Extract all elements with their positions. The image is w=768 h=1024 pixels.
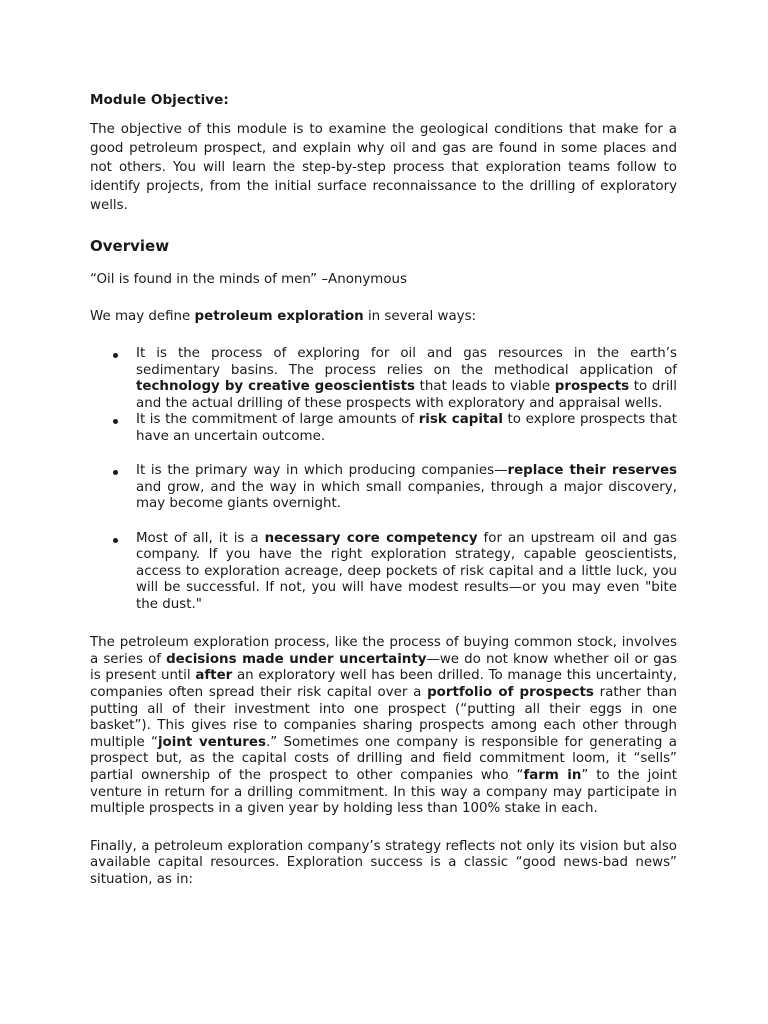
define-paragraph <box>90 308 677 327</box>
list-item <box>90 412 677 445</box>
module-objective-paragraph: The objective of this module is to examine the geological conditions that make for a good petroleum prospect, and explain why oil and gas are found in some places and not others. You will learn the step-by-step process that exploration teams follow to identify projects, from the initial surface reconnaissance to the drilling of exploratory wells. <box>90 122 677 213</box>
overview-heading: Overview <box>90 237 170 255</box>
list-item-bold: risk capital <box>418 412 503 428</box>
bullet-icon <box>113 538 118 543</box>
list-item-text: to explore prospects that have an uncertain outcome. <box>136 412 677 444</box>
paragraph-bold: decisions made under uncertainty <box>166 651 427 667</box>
finally-paragraph: Finally, a petroleum exploration company’s strategy reflects not only its vision but also available capital resources. Exploration success is a classic “good news-bad news” situation, as in: <box>90 838 677 887</box>
quote-paragraph: “Oil is found in the minds of men” –Anonymous <box>90 272 408 287</box>
list-item-text: Most of all, it is a <box>136 530 265 546</box>
paragraph-bold: after <box>195 668 233 684</box>
bullet-icon <box>113 419 118 424</box>
bullet-icon <box>113 353 118 358</box>
module-objective-heading: Module Objective: <box>90 92 229 108</box>
define-text: We may define <box>90 308 195 324</box>
list-item-text: to drill and the actual drilling of these prospects with exploratory and appraisal wells. <box>136 379 677 411</box>
paragraph-text: The petroleum exploration process, like the process of buying common stock, involves a series of <box>90 635 677 667</box>
paragraph-text: .” Sometimes one company is responsible for generating a prospect but, as the capital costs of drilling and field commitment loom, it “sells” partial ownership of the prospect to other companies who “ <box>90 734 677 783</box>
list-item-bold: necessary core competency <box>264 530 478 546</box>
paragraph-text: —we do not know whether oil or gas is present until <box>90 651 677 684</box>
list-item-bold: technology by creative geoscientists <box>136 379 415 395</box>
define-bold: petroleum exploration <box>194 308 364 324</box>
list-item <box>90 463 677 513</box>
list-item <box>90 531 677 614</box>
paragraph-text: an exploratory well has been drilled. To manage this uncertainty, companies often spread their risk capital over a <box>90 668 677 700</box>
exploration-process-paragraph <box>90 635 677 818</box>
list-item-bold: replace their reserves <box>507 463 678 479</box>
list-item-bold: prospects <box>554 379 630 395</box>
list-item-text: It is the primary way in which producing companies— <box>136 463 508 479</box>
list-item-text: and grow, and the way in which small companies, through a major discovery, may become giants overnight. <box>136 479 677 512</box>
list-item-text: that leads to viable <box>415 379 555 395</box>
list-item-text: for an upstream oil and gas company. If you have the right exploration strategy, capable geoscientists, access to exploration acreage, deep pockets of risk capital and a little luck, you will be successful. If not, you will have modest results—or you may even "bite the dust." <box>136 530 677 612</box>
paragraph-bold: joint ventures <box>157 734 266 750</box>
paragraph-bold: farm in <box>523 767 582 783</box>
list-item <box>90 346 677 412</box>
define-text-end: in several ways: <box>363 308 477 324</box>
definitions-list <box>90 346 677 613</box>
paragraph-text: rather than putting all of their investment into one prospect (“putting all their eggs in one basket”). This gives rise to companies sharing prospects among each other through multiple “ <box>90 684 677 750</box>
document-page <box>90 90 677 889</box>
list-item-text: It is the process of exploring for oil and gas resources in the earth’s sedimentary basins. The process relies on the methodical application of <box>136 346 677 378</box>
list-item-text: It is the commitment of large amounts of <box>136 412 419 428</box>
paragraph-text: ” to the joint venture in return for a drilling commitment. In this way a company may participate in multiple prospects in a given year by holding less than 100% stake in each. <box>90 767 677 817</box>
paragraph-bold: portfolio of prospects <box>427 684 594 700</box>
bullet-icon <box>113 470 118 475</box>
